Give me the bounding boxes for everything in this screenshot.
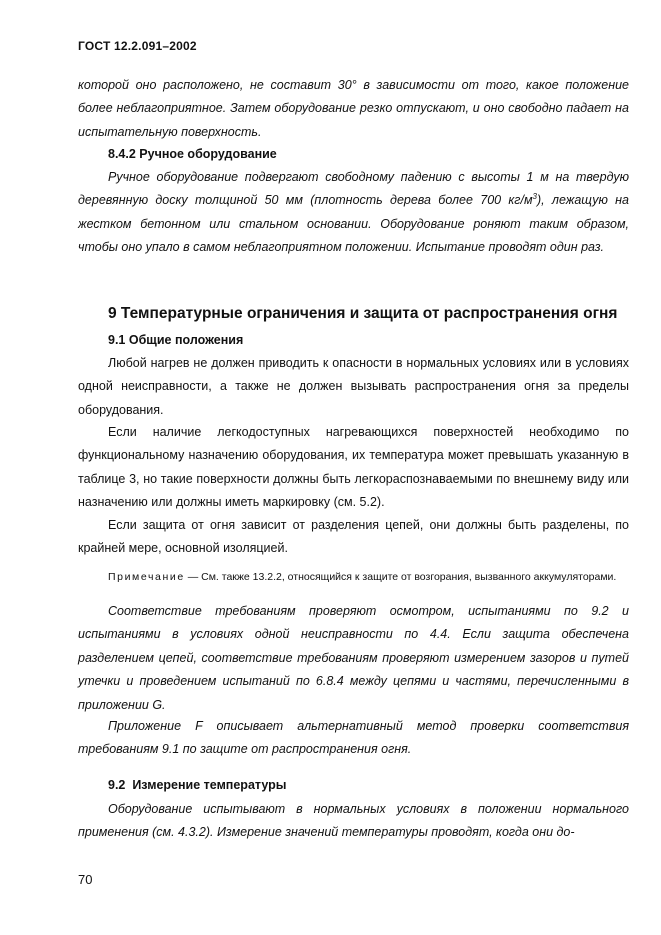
note xyxy=(78,570,629,584)
section-9-2-paragraph: Оборудование испытывают в нормальных условиях в положении нормального применения (см. 4.3.2). Измерение значений температуры проводят, когда они до- xyxy=(78,802,629,840)
page-number: 70 xyxy=(78,872,93,887)
section-9-1-paragraph-5: Приложение F описывает альтернативный метод проверки соответствия требованиям 9.1 по защите от распространения огня. xyxy=(78,719,629,757)
para-part-2: ), лежащую на жестком бетонном или стальном основании. Оборудование роняют таким образом, чтобы оно упало в самом неблагоприятном положении. Испытание проводят один раз. xyxy=(78,193,629,255)
section-8-4-2-paragraph xyxy=(78,166,629,260)
superscript: 3 xyxy=(532,192,537,202)
note-text: — См. также 13.2.2, относящийся к защите от возгорания, вызванного аккумуляторами. xyxy=(184,571,617,583)
section-9-1-paragraph-3: Если защита от огня зависит от разделения цепей, они должны быть разделены, по крайней мере, основной изоляцией. xyxy=(78,518,629,556)
note-label: Примечание xyxy=(108,571,185,583)
continued-paragraph: которой оно расположено, не составит 30° в зависимости от того, какое положение более неблагоприятное. Затем оборудование резко отпускают, и оно свободно падает на испытательную поверхность. xyxy=(78,78,629,139)
section-9-title: 9 Температурные ограничения и защита от распространения огня xyxy=(108,305,618,322)
section-8-4-2-heading: 8.4.2 Ручное оборудование xyxy=(108,147,277,161)
document-header: ГОСТ 12.2.091–2002 xyxy=(78,39,197,53)
section-9-1-paragraph-4: Соответствие требованиям проверяют осмотром, испытаниями по 9.2 и испытаниями в условиях одной неисправности по 4.4. Если защита обеспечена разделением цепей, соответствие требованиям проверяют измерением зазоров и путей утечки и проведением испытаний по 6.8.4 между цепями и частями, перечисленными в приложении G. xyxy=(78,604,629,712)
para-part-1: Ручное оборудование подвергают свободному падению с высоты 1 м на твердую деревянную доску толщиной 50 мм (плотность дерева более 700 кг/м xyxy=(78,170,629,208)
section-9-1-paragraph-2: Если наличие легкодоступных нагревающихся поверхностей необходимо по функциональному назначению оборудования, их температура может превышать указанную в таблице 3, но такие поверхности должны быть легкораспознаваемыми по внешнему виду или назначению или должны иметь маркировку (см. 5.2). xyxy=(78,425,629,510)
section-9-1-paragraph-1: Любой нагрев не должен приводить к опасности в нормальных условиях или в условиях одной неисправности, а также не должен вызывать распространения огня за пределы оборудования. xyxy=(78,356,629,417)
section-9-2-heading: 9.2 Измерение температуры xyxy=(108,778,287,792)
section-9-1-heading: 9.1 Общие положения xyxy=(108,333,244,347)
